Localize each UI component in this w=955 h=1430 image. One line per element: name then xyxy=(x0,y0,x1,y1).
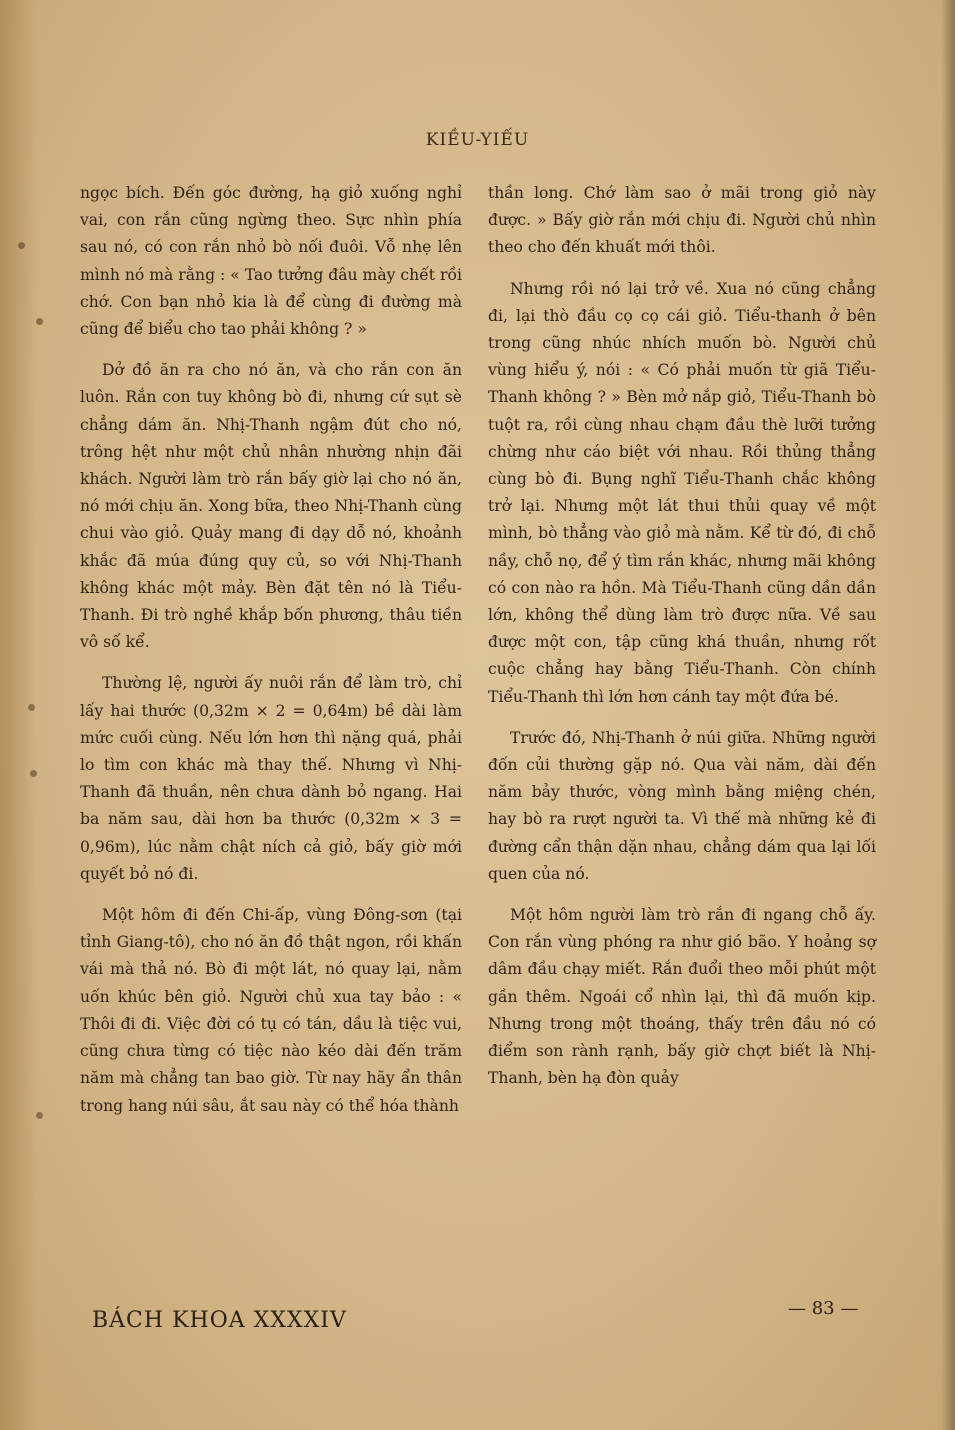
page-number: — 83 — xyxy=(788,1298,859,1319)
paragraph: Trước đó, Nhị-Thanh ở núi giữa. Những người đốn củi thường gặp nó. Qua vài năm, dài đến năm bảy thước, vòng mình bằng miệng chén, hay bò ra rượt người ta. Vì thế mà những kẻ đi đường cẩn thận dặn nhau, chẳng dám qua lại lối quen của nó. xyxy=(488,728,876,883)
right-text-column xyxy=(488,180,876,1107)
magazine-title-footer: BÁCH KHOA XXXXIV xyxy=(92,1308,347,1333)
paragraph: Một hôm đi đến Chi-ấp, vùng Đông-sơn (tại tỉnh Giang-tô), cho nó ăn đồ thật ngon, rồi khấn vái mà thả nó. Bò đi một lát, nó quay lại, nằm uốn khúc bên giỏ. Người chủ xua tay bảo : « Thôi đi đi. Việc đời có tụ có tán, dầu là tiệc vui, cũng chưa từng có tiệc nào kéo dài đến trăm năm mà chẳng tan bao giờ. Từ nay hãy ẩn thân trong hang núi sâu, ắt sau này có thể hóa thành xyxy=(80,906,462,1115)
page-edge-shadow-left xyxy=(0,0,38,1430)
binding-hole-mark xyxy=(30,770,37,777)
page-edge-shadow-right xyxy=(941,0,955,1430)
paragraph: Nhưng rồi nó lại trở về. Xua nó cũng chẳng đi, lại thò đầu cọ cọ cái giỏ. Tiểu-thanh ở bên trong cũng nhúc nhích muốn bò. Người chủ vùng hiểu ý, nói : « Có phải muốn từ giã Tiểu-Thanh không ? » Bèn mở nắp giỏ, Tiểu-Thanh bò tuột ra, rồi cùng nhau chạm đầu thè lưỡi tưởng chừng như cáo biệt với nhau. Rồi thủng thẳng cùng bò đi. Bụng nghĩ Tiểu-Thanh chắc không trở lại. Nhưng một lát thui thủi quay về một mình, bò thẳng vào giỏ mà nằm. Kể từ đó, đi chỗ nầy, chỗ nọ, để ý tìm rắn khác, nhưng mãi không có con nào ra hồn. Mà Tiểu-Thanh cũng dần dần lớn, không thể dùng làm trò được nữa. Về sau được một con, tập cũng khá thuần, nhưng rốt cuộc chẳng hay bằng Tiểu-Thanh. Còn chính Tiểu-Thanh thì lớn hơn cánh tay một đứa bé. xyxy=(488,279,876,706)
binding-hole-mark xyxy=(18,242,25,249)
left-text-column xyxy=(80,180,462,1134)
paragraph: Thường lệ, người ấy nuôi rắn để làm trò, chỉ lấy hai thước (0,32m × 2 = 0,64m) bề dài làm mức cuối cùng. Nếu lớn hơn thì nặng quá, phải lo tìm con khác mà thay thế. Nhưng vì Nhị-Thanh đã thuần, nên chưa dành bỏ ngang. Hai ba năm sau, dài hơn ba thước (0,32m × 3 = 0,96m), lúc nằm chật ních cả giỏ, bấy giờ mới quyết bỏ nó đi. xyxy=(80,674,462,883)
binding-hole-mark xyxy=(36,318,43,325)
running-header: KIỀU-YIẾU xyxy=(425,130,530,150)
binding-hole-mark xyxy=(36,1112,43,1119)
binding-hole-mark xyxy=(28,704,35,711)
paragraph: thần long. Chớ làm sao ở mãi trong giỏ này được. » Bấy giờ rắn mới chịu đi. Người chủ nhìn theo cho đến khuất mới thôi. xyxy=(488,184,876,257)
paragraph: Dở đồ ăn ra cho nó ăn, và cho rắn con ăn luôn. Rắn con tuy không bò đi, nhưng cứ sụt sè chẳng dám ăn. Nhị-Thanh ngậm đút cho nó, trông hệt như một chủ nhân nhường nhịn đãi khách. Người làm trò rắn bấy giờ lại cho nó ăn, nó mới chịu ăn. Xong bữa, theo Nhị-Thanh cùng chui vào giỏ. Quảy mang đi dạy dỗ nó, khoảnh khắc đã múa đúng quy củ, so với Nhị-Thanh không khác một mảy. Bèn đặt tên nó là Tiểu-Thanh. Đi trò nghề khắp bốn phương, thâu tiền vô số kể. xyxy=(80,361,462,652)
paragraph: ngọc bích. Đến góc đường, hạ giỏ xuống nghỉ vai, con rắn cũng ngừng theo. Sực nhìn phía sau nó, có con rắn nhỏ bò nối đuôi. Vỗ nhẹ lên mình nó mà rằng : « Tao tưởng đâu mày chết rồi chớ. Con bạn nhỏ kia là để cùng đi đường mà cũng để biểu cho tao phải không ? » xyxy=(80,184,462,339)
paragraph: Một hôm người làm trò rắn đi ngang chỗ ấy. Con rắn vùng phóng ra như gió bão. Y hoảng sợ dâm đầu chạy miết. Rắn đuổi theo mỗi phút một gần thêm. Ngoái cổ nhìn lại, thì đã muốn kịp. Nhưng trong một thoáng, thấy trên đầu nó có điểm son rành rạnh, bấy giờ chợt biết là Nhị-Thanh, bèn hạ đòn quảy xyxy=(488,906,876,1088)
